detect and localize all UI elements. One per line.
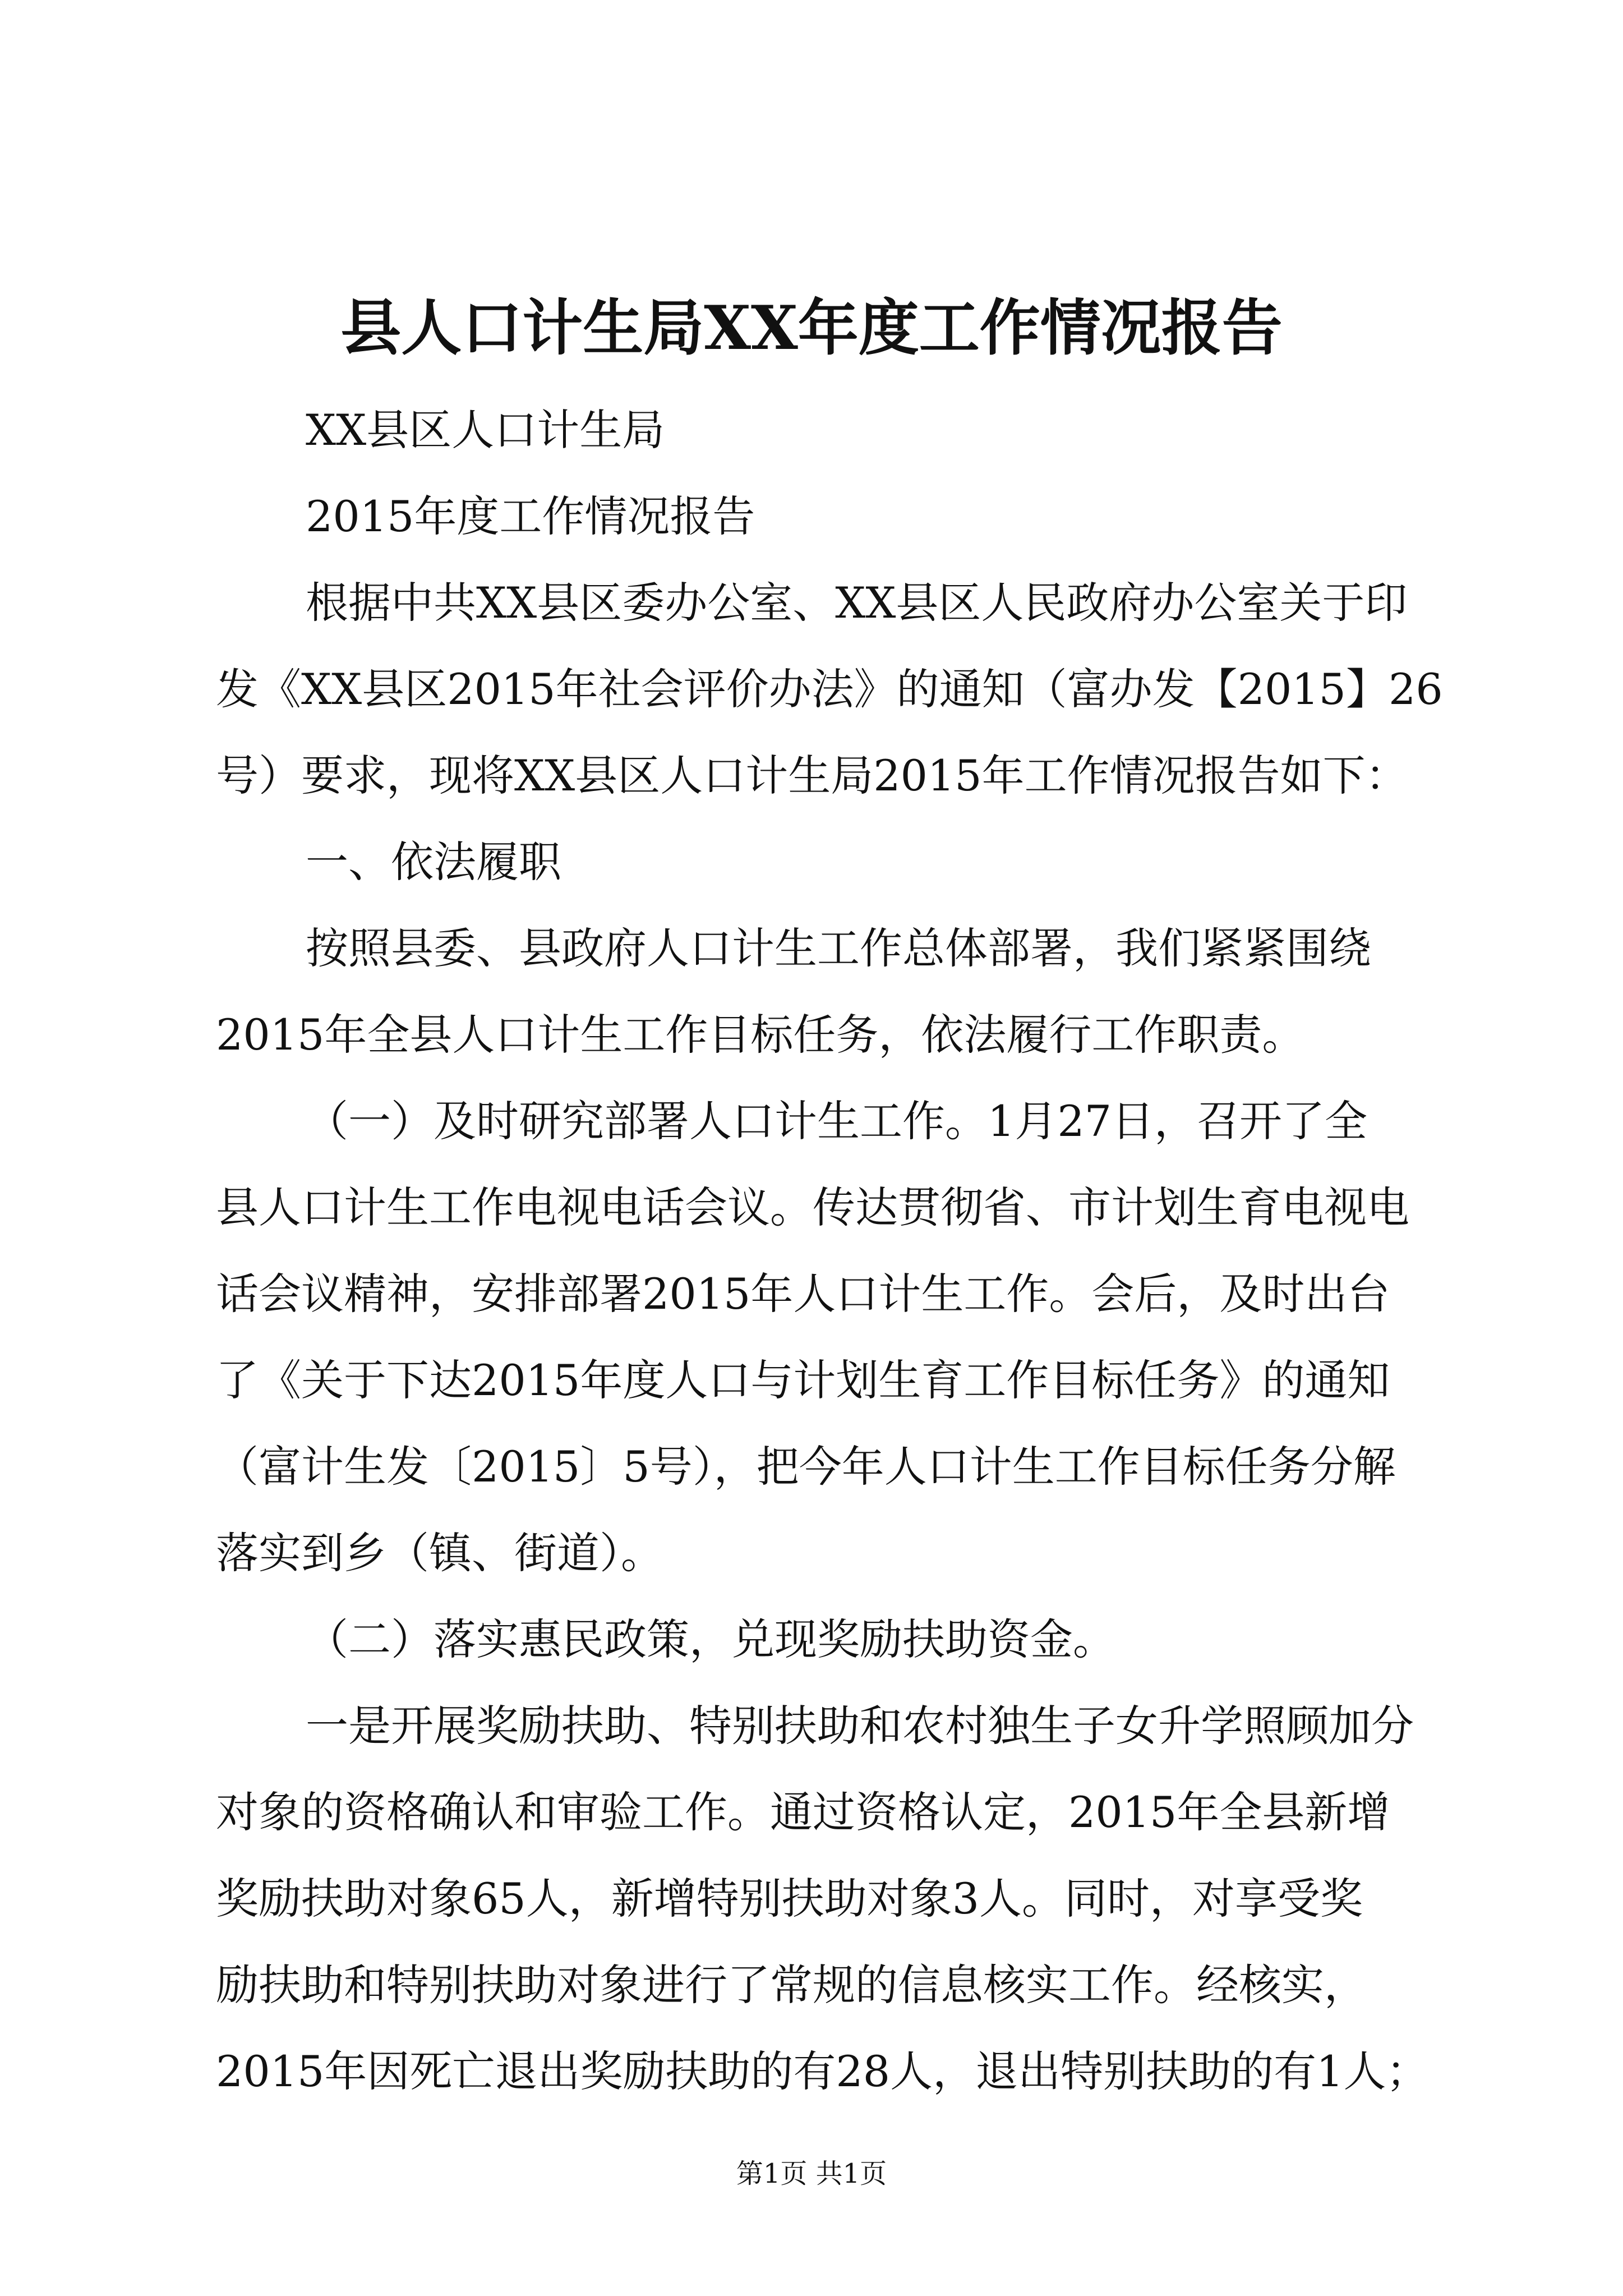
text-line: 对象的资格确认和审验工作。通过资格认定，2015年全县新增 — [216, 1787, 1390, 1837]
text-line: （富计生发〔2015〕5号），把今年人口计生工作目标任务分解 — [216, 1442, 1396, 1492]
text-line: 按照县委、县政府人口计生工作总体部署，我们紧紧围绕 — [306, 923, 1371, 973]
text-line: 2015年全县人口计生工作目标任务，依法履行工作职责。 — [216, 1010, 1305, 1060]
text-line: 话会议精神，安排部署2015年人口计生工作。会后，及时出台 — [216, 1269, 1390, 1319]
text-line: 落实到乡（镇、街道）。 — [216, 1528, 663, 1578]
text-line: 县人口计生工作电视电话会议。传达贯彻省、市计划生育电视电 — [216, 1182, 1409, 1232]
subsection-heading: （一）及时研究部署人口计生工作。1月27日，召开了全 — [306, 1096, 1368, 1146]
text-line: 了《关于下达2015年度人口与计划生育工作目标任务》的通知 — [216, 1355, 1390, 1405]
text-line: 号）要求，现将XX县区人口计生局2015年工作情况报告如下： — [216, 751, 1408, 800]
page-footer: 第1页 共1页 — [736, 2158, 887, 2189]
document-title: 县人口计生局XX年度工作情况报告 — [340, 293, 1283, 364]
subsection-heading: （二）落实惠民政策，兑现奖励扶助资金。 — [306, 1614, 1115, 1664]
text-line: 根据中共XX县区委办公室、XX县区人民政府办公室关于印 — [306, 578, 1408, 628]
text-line: 2015年度工作情况报告 — [306, 491, 755, 541]
text-line: 一是开展奖励扶助、特别扶助和农村独生子女升学照顾加分 — [306, 1701, 1414, 1751]
text-line: 奖励扶助对象65人，新增特别扶助对象3人。同时，对享受奖 — [216, 1874, 1363, 1924]
section-heading: 一、依法履职 — [306, 837, 561, 887]
text-line: XX县区人口计生局 — [306, 405, 665, 455]
text-line: 2015年因死亡退出奖励扶助的有28人，退出特别扶助的有1人； — [216, 2046, 1429, 2096]
text-line: 发《XX县区2015年社会评价办法》的通知（富办发【2015】26 — [216, 664, 1443, 714]
text-line: 励扶助和特别扶助对象进行了常规的信息核实工作。经核实， — [216, 1960, 1367, 2010]
document-body — [216, 387, 1443, 2115]
